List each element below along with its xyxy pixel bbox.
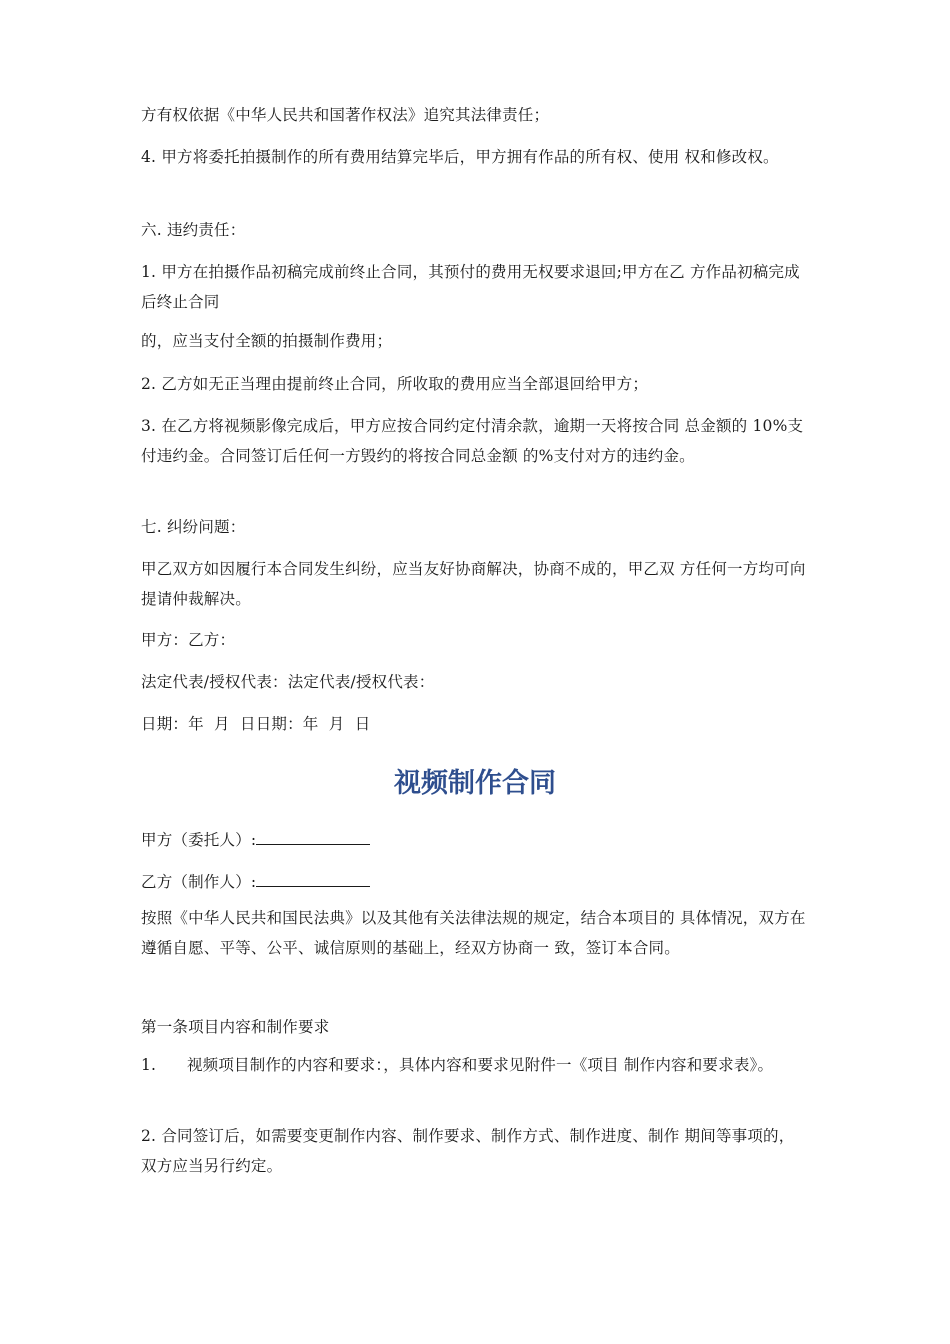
article-1-heading: 第一条项目内容和制作要求 — [141, 1018, 330, 1036]
party-a-label: 甲方（委托人）: — [141, 831, 257, 849]
party-b-blank — [256, 870, 370, 887]
paragraph-breach-1-cont: 的，应当支付全额的拍摄制作费用； — [141, 332, 393, 350]
party-b-line — [141, 867, 809, 897]
party-a-blank — [256, 828, 370, 845]
contract-intro: 按照《中华人民共和国民法典》以及其他有关法律法规的规定，结合本项目的 具体情况，双方在遵循自愿、平等、公平、诚信原则的基础上，经双方协商一 致，签订本合同。 — [141, 909, 806, 957]
paragraph-breach-3: 3. 在乙方将视频影像完成后，甲方应按合同约定付清余款，逾期一天将按合同 总金额的 10%支付违约金。合同签订后任何一方毁约的将按合同总金额 的%支付对方的违约金。 — [141, 417, 804, 465]
paragraph-breach-2: 2. 乙方如无正当理由提前终止合同，所收取的费用应当全部退回给甲方； — [141, 375, 649, 393]
signature-representatives: 法定代表/授权代表：法定代表/授权代表： — [141, 673, 435, 691]
party-a-line — [141, 825, 809, 855]
paragraph-dispute: 甲乙双方如因履行本合同发生纠纷，应当友好协商解决，协商不成的，甲乙双 方任何一方均可向提请仲裁解决。 — [141, 560, 806, 608]
party-b-label: 乙方（制作人）: — [141, 873, 257, 891]
section-heading-breach: 六. 违约责任： — [141, 221, 246, 239]
article-1-item-1: 1. 视频项目制作的内容和要求：，具体内容和要求见附件一《项目 制作内容和要求表》。 — [141, 1056, 774, 1074]
paragraph-copyright-liability: 方有权依据《中华人民共和国著作权法》追究其法律责任； — [141, 106, 550, 124]
section-heading-dispute: 七. 纠纷问题： — [141, 518, 246, 536]
signature-parties: 甲方：乙方： — [141, 631, 236, 649]
paragraph-breach-1: 1. 甲方在拍摄作品初稿完成前终止合同，其预付的费用无权要求退回;甲方在乙 方作品初稿完成后终止合同 — [141, 263, 800, 311]
contract-title: 视频制作合同 — [394, 768, 556, 799]
article-1-item-2: 2. 合同签订后，如需要变更制作内容、制作要求、制作方式、制作进度、制作 期间等事项的，双方应当另行约定。 — [141, 1127, 795, 1175]
signature-dates: 日期：年 月 日日期：年 月 日 — [141, 715, 371, 733]
paragraph-ownership: 4. 甲方将委托拍摄制作的所有费用结算完毕后，甲方拥有作品的所有权、使用 权和修改权。 — [141, 148, 779, 166]
